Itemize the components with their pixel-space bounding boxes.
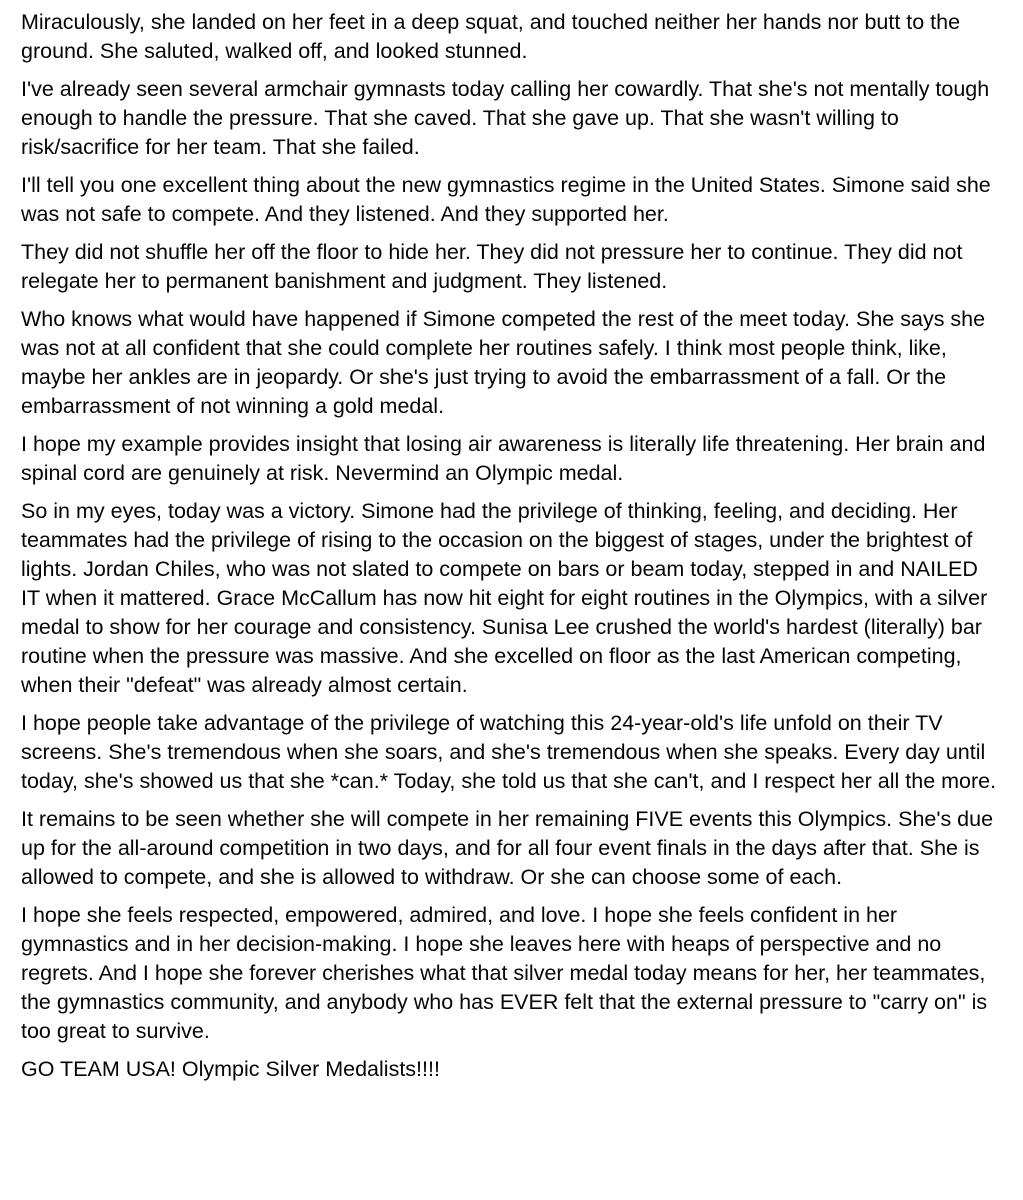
post-paragraph-listened: They did not shuffle her off the floor to hide her. They did not pressure her to continue. They did not relegate her to permanent banishment and judgment. They listened.: [21, 240, 963, 293]
post-paragraph-remaining-events: It remains to be seen whether she will compete in her remaining FIVE events this Olympics. She's due up for the all-around competition in two days, and for all four event finals in the days after that. She is allowed to compete, and she is allowed to withdraw. Or she can choose some of each.: [21, 807, 994, 889]
post-paragraph-regime: I'll tell you one excellent thing about the new gymnastics regime in the United States. Simone said she was not safe to compete. And they listened. And they supported her.: [21, 173, 991, 226]
post-paragraph-landing: Miraculously, she landed on her feet in a deep squat, and touched neither her hands nor butt to the ground. She saluted, walked off, and looked stunned.: [21, 10, 961, 63]
post-paragraph-who-knows: Who knows what would have happened if Simone competed the rest of the meet today. She says she was not at all confident that she could complete her routines safely. I think most people think, like, maybe her ankles are in jeopardy. Or she's just trying to avoid the embarrassment of a fall. Or the embarrassment of not winning a gold medal.: [21, 307, 986, 418]
post-paragraph-closing: GO TEAM USA! Olympic Silver Medalists!!!!: [21, 1057, 440, 1081]
post-paragraph-hope: I hope she feels respected, empowered, admired, and love. I hope she feels confident in her gymnastics and in her decision-making. I hope she leaves here with heaps of perspective and no regrets. And I hope she forever cherishes what that silver medal today means for her, her teammates, the gymnastics community, and anybody who has EVER felt that the external pressure to "carry on" is too great to survive.: [21, 903, 988, 1043]
post-paragraph-air-awareness: I hope my example provides insight that losing air awareness is literally life threatening. Her brain and spinal cord are genuinely at risk. Nevermind an Olympic medal.: [21, 432, 986, 485]
post-paragraph-privilege: I hope people take advantage of the privilege of watching this 24-year-old's life unfold on their TV screens. She's tremendous when she soars, and she's tremendous when she speaks. Every day until today, she's showed us that she *can.* Today, she told us that she can't, and I respect her all the more.: [21, 711, 997, 793]
post-paragraph-armchair-critics: I've already seen several armchair gymnasts today calling her cowardly. That she's not mentally tough enough to handle the pressure. That she caved. That she gave up. That she wasn't willing to risk/sacrifice for her team. That she failed.: [21, 77, 990, 159]
post-paragraph-victory: So in my eyes, today was a victory. Simone had the privilege of thinking, feeling, and deciding. Her teammates had the privilege of rising to the occasion on the biggest of stages, under the brightest of lights. Jordan Chiles, who was not slated to compete on bars or beam today, stepped in and NAILED IT when it mattered. Grace McCallum has now hit eight for eight routines in the Olympics, with a silver medal to show for her courage and consistency. Sunisa Lee crushed the world's hardest (literally) bar routine when the pressure was massive. And she excelled on floor as the last American competing, when their "defeat" was already almost certain.: [21, 499, 988, 697]
